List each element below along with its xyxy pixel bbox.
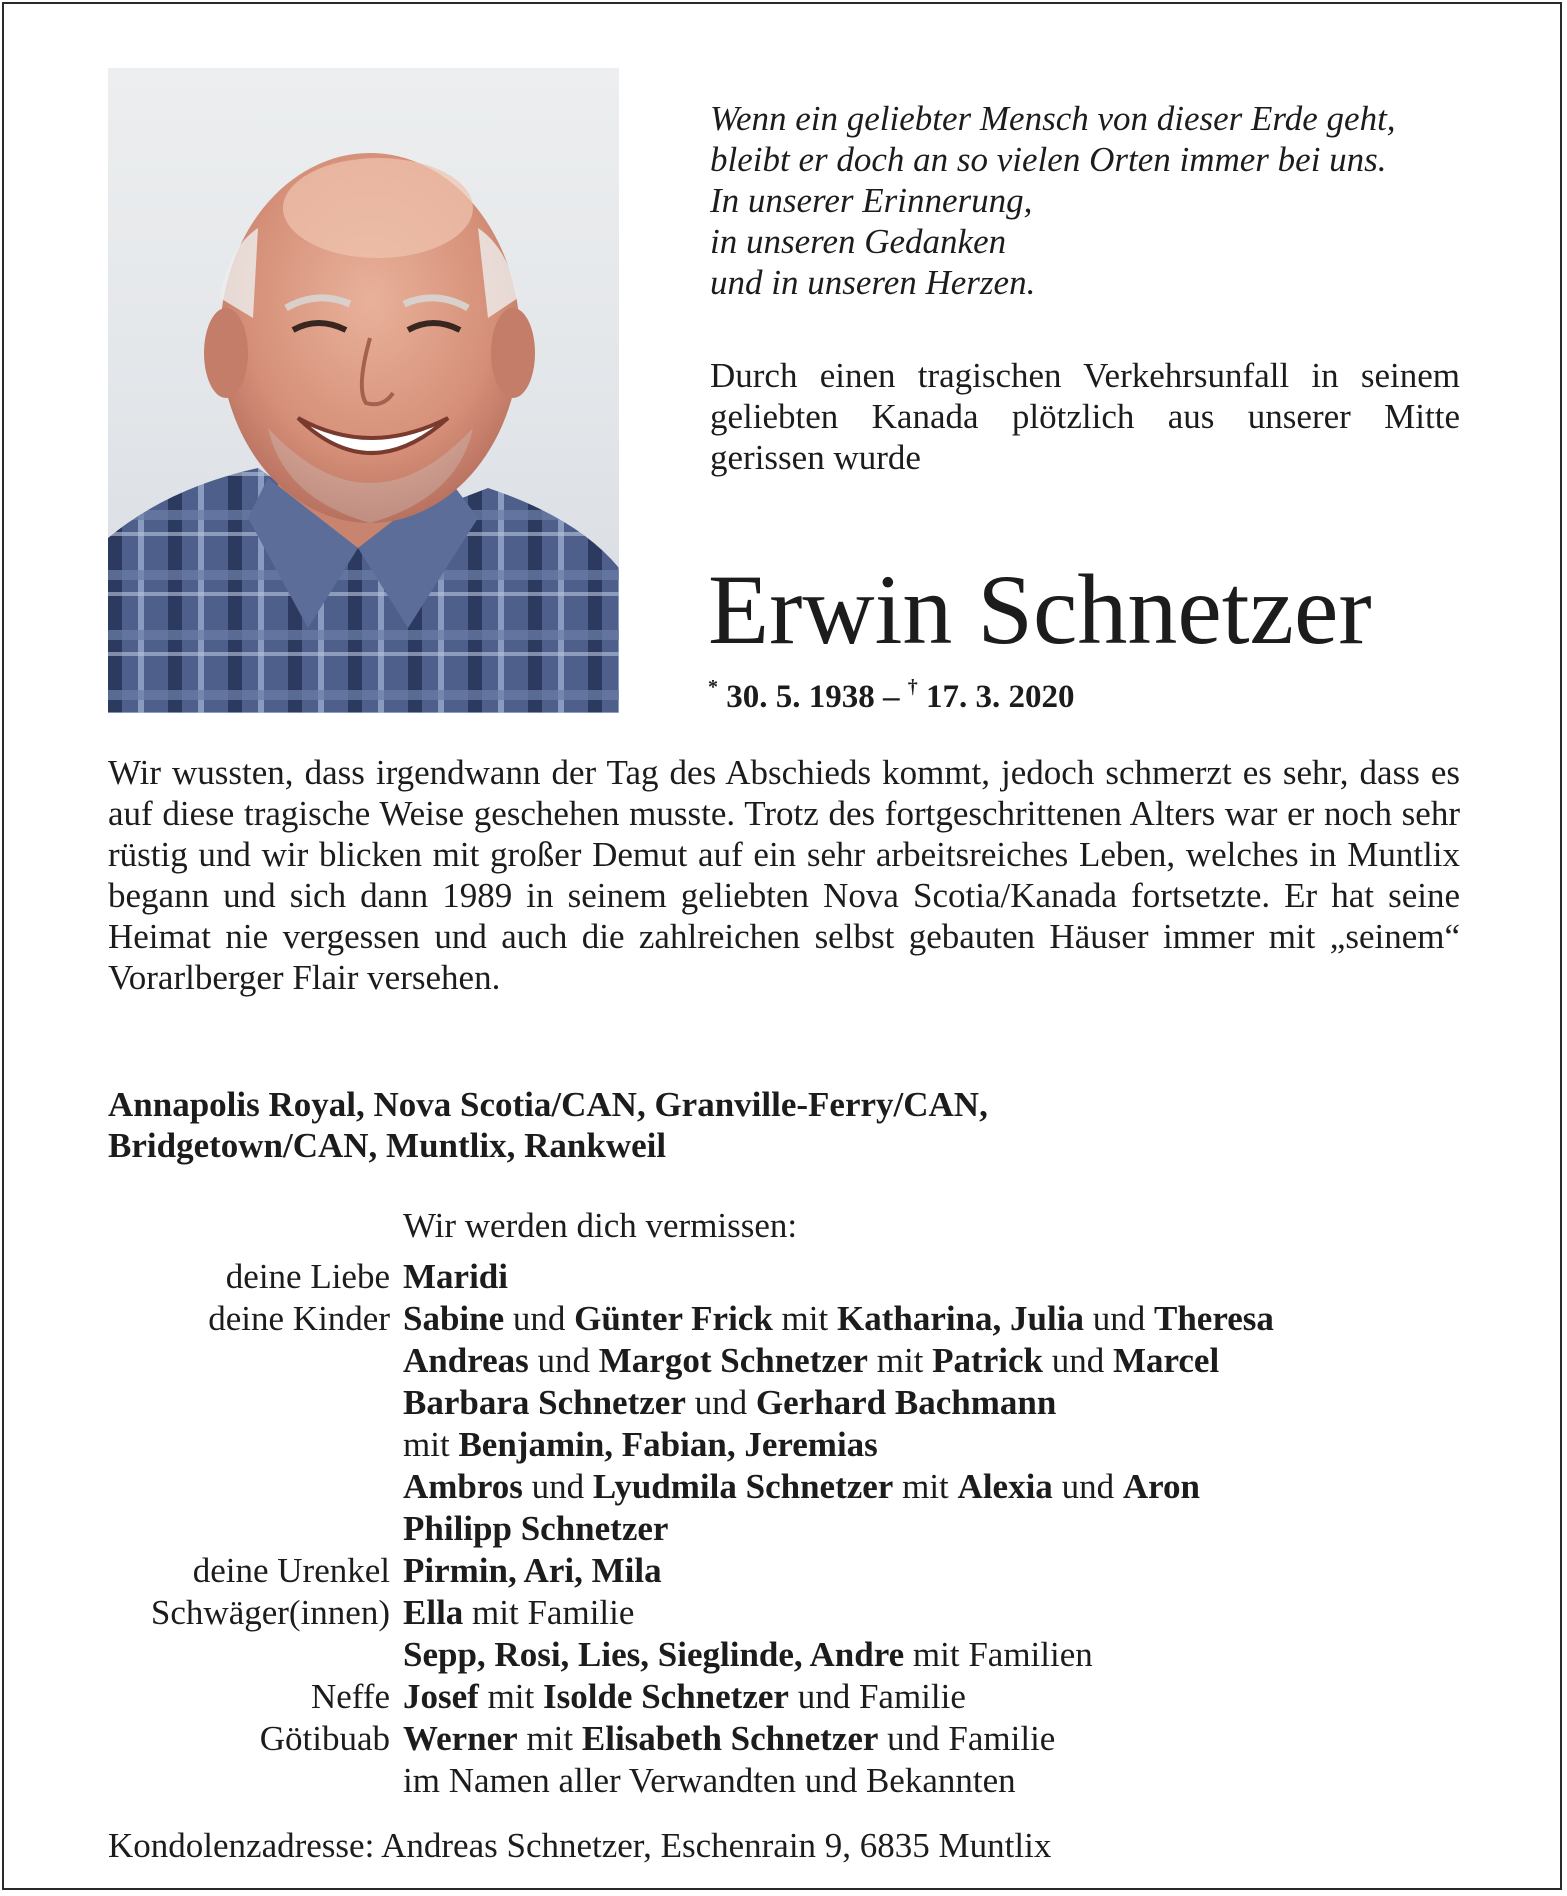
family-members (403, 1634, 1093, 1676)
family-member-name: Theresa (1153, 1299, 1274, 1338)
poem-line: in unseren Gedanken (710, 222, 1007, 261)
miss-heading: Wir werden dich vermissen: (403, 1206, 798, 1245)
family-member-name: Sepp, Rosi, Lies, Sieglinde, Andre (403, 1635, 905, 1674)
family-member-name: Ambros (403, 1467, 523, 1506)
family-connector-text: und (522, 1467, 593, 1506)
family-member-name: Sabine (403, 1299, 505, 1338)
poem-line: In unserer Erinnerung, (710, 181, 1033, 220)
family-member-name: Andreas (403, 1341, 529, 1380)
family-relation-label (0, 1760, 390, 1802)
family-relation-label: Schwäger(innen) (150, 1593, 390, 1632)
deceased-name: Erwin Schnetzer (708, 554, 1372, 665)
family-relation-label: deine Kinder (208, 1299, 390, 1338)
family-members (403, 1508, 668, 1550)
family-connector-text: mit (517, 1719, 582, 1758)
family-member-name: Ella (403, 1593, 464, 1632)
family-connector-text: mit Familien (904, 1635, 1093, 1674)
places-line: Bridgetown/CAN, Muntlix, Rankweil (108, 1126, 667, 1165)
family-member-name: Margot Schnetzer (598, 1341, 868, 1380)
family-member-name: Lyudmila Schnetzer (592, 1467, 894, 1506)
family-relation-label (0, 1424, 390, 1466)
birth-date: 30. 5. 1938 (726, 679, 875, 715)
family-member-name: Patrick (932, 1341, 1043, 1380)
family-members (403, 1424, 878, 1466)
family-member-name: Werner (403, 1719, 518, 1758)
family-relation-label (0, 1634, 390, 1676)
family-row (0, 1340, 1567, 1382)
family-relation-label (0, 1382, 390, 1424)
family-row (0, 1298, 1567, 1340)
family-connector-text: und (1042, 1341, 1113, 1380)
family-relation-label: deine Liebe (225, 1257, 390, 1296)
family-row (0, 1466, 1567, 1508)
poem-line: bleibt er doch an so vielen Orten immer bei uns. (710, 140, 1387, 179)
family-member-name: Josef (403, 1677, 479, 1716)
family-members (403, 1466, 1200, 1508)
family-member-name: Isolde Schnetzer (543, 1677, 789, 1716)
family-members (403, 1382, 1056, 1424)
family-row (0, 1634, 1567, 1676)
family-relation-label (0, 1508, 390, 1550)
family-connector-text: mit (893, 1467, 958, 1506)
family-row (0, 1676, 1567, 1718)
family-row (0, 1382, 1567, 1424)
family-member-name: Maridi (403, 1257, 508, 1296)
family-connector-text: im Namen aller Verwandten und Bekannten (403, 1761, 1016, 1800)
family-member-name: Günter Frick (574, 1299, 773, 1338)
family-connector-text: und (504, 1299, 575, 1338)
family-member-name: Marcel (1112, 1341, 1220, 1380)
family-connector-text: mit (478, 1677, 543, 1716)
family-list (0, 1256, 1567, 1802)
life-dates (708, 678, 1075, 716)
family-relation-label (0, 1340, 390, 1382)
portrait-photo (108, 68, 619, 713)
family-connector-text: und Familie (878, 1719, 1056, 1758)
poem-line: Wenn ein geliebter Mensch von dieser Erde geht, (710, 99, 1396, 138)
family-connector-text: und Familie (788, 1677, 966, 1716)
family-members (403, 1760, 1016, 1802)
family-connector-text: und (1052, 1467, 1123, 1506)
family-member-name: Philipp Schnetzer (403, 1509, 669, 1548)
family-member-name: Pirmin, Ari, Mila (403, 1551, 662, 1590)
family-connector-text: mit (772, 1299, 837, 1338)
family-members (403, 1298, 1274, 1340)
family-row (0, 1592, 1567, 1634)
family-member-name: Katharina, Julia (836, 1299, 1084, 1338)
family-row (0, 1508, 1567, 1550)
memorial-poem (710, 98, 1490, 303)
family-row (0, 1718, 1567, 1760)
family-row (0, 1256, 1567, 1298)
places-line: Annapolis Royal, Nova Scotia/CAN, Granville-Ferry/CAN, (108, 1085, 988, 1124)
family-members (403, 1718, 1055, 1760)
family-relation-label: Neffe (310, 1677, 390, 1716)
family-connector-text: mit (867, 1341, 933, 1380)
date-separator: – (883, 679, 900, 715)
family-member-name: Barbara Schnetzer (403, 1383, 686, 1422)
family-members (403, 1592, 634, 1634)
obituary-body-text: Wir wussten, dass irgendwann der Tag des Abschieds kommt, jedoch schmerzt es sehr, dass es auf diese tragische Weise geschehen musste. Trotz des fortgeschrittenen Alters war er noch sehr rüstig und wir blicken mit großer Demut auf ein sehr arbeitsreiches Leben, welches in Muntlix begann und sich dann 1989 in seinem geliebten Nova Scotia/Kanada fortsetzte. Er hat seine Heimat nie vergessen und auch die zahlreichen selbst gebauten Häuser immer mit „seinem“ Vorarlberger Flair versehen. (108, 753, 1460, 997)
family-members (403, 1676, 966, 1718)
family-connector-text: und (528, 1341, 599, 1380)
condolence-address: Kondolenzadresse: Andreas Schnetzer, Eschenrain 9, 6835 Muntlix (108, 1826, 1052, 1865)
family-members (403, 1256, 508, 1298)
family-row (0, 1550, 1567, 1592)
family-row (0, 1424, 1567, 1466)
family-connector-text: mit Familie (463, 1593, 635, 1632)
family-connector-text: und (1083, 1299, 1154, 1338)
family-row (0, 1760, 1567, 1802)
family-members (403, 1550, 662, 1592)
death-date: 17. 3. 2020 (926, 679, 1075, 715)
poem-line: und in unseren Herzen. (710, 263, 1036, 302)
family-member-name: Alexia (957, 1467, 1053, 1506)
family-relation-label: Götibuab (259, 1719, 390, 1758)
family-members (403, 1340, 1219, 1382)
family-relation-label (0, 1466, 390, 1508)
places-list (108, 1084, 1468, 1166)
intro-text: Durch einen tragischen Verkehrsunfall in seinem geliebten Kanada plötzlich aus unserer Mitte gerissen wurde (710, 356, 1460, 477)
family-member-name: Benjamin, Fabian, Jeremias (458, 1425, 878, 1464)
birth-symbol: * (708, 676, 718, 698)
death-symbol: † (907, 676, 918, 698)
family-relation-label: deine Urenkel (192, 1551, 390, 1590)
family-member-name: Gerhard Bachmann (755, 1383, 1057, 1422)
family-connector-text: mit (403, 1425, 459, 1464)
family-member-name: Aron (1122, 1467, 1200, 1506)
family-member-name: Elisabeth Schnetzer (581, 1719, 879, 1758)
family-connector-text: und (685, 1383, 756, 1422)
